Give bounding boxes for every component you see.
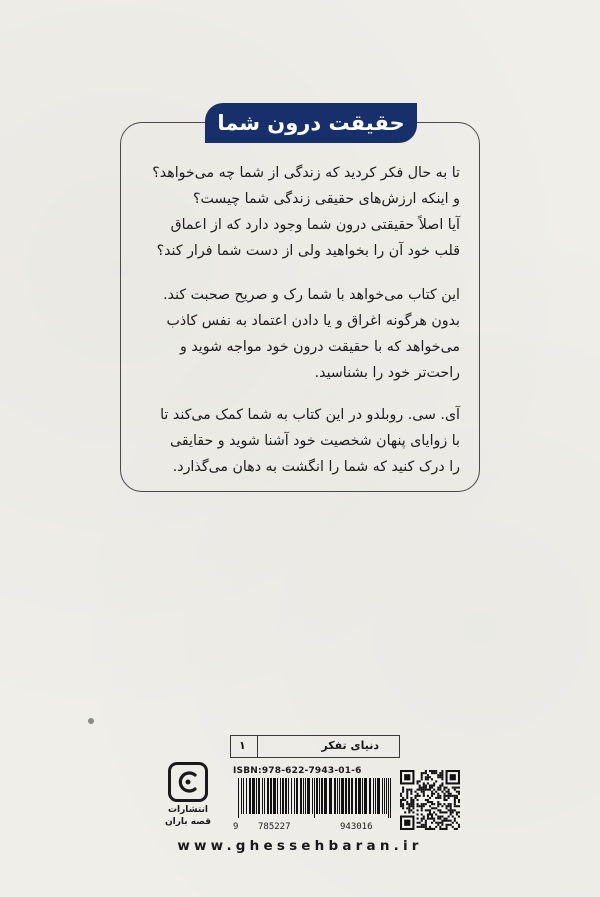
text-line: آیا اصلاً حقیقتی درون شما وجود دارد که از اعماق	[170, 217, 460, 233]
series-divider	[257, 736, 258, 757]
text-line: با زوایای پنهان شخصیت خود آشنا شوید و حقایقی	[170, 433, 460, 449]
barcode-icon	[232, 778, 397, 818]
text-line: قلب خود آن را بخواهید ولی از دست شما فرار کند؟	[156, 243, 460, 259]
blurb-paragraph-1	[138, 160, 460, 264]
qr-code-icon	[400, 770, 460, 830]
text-line: راحت‌تر خود را بشناسید.	[314, 365, 460, 381]
text-line: می‌خواهد که با حقیقت درون خود مواجه شوید و	[179, 339, 460, 355]
blurb-paragraph-3	[138, 402, 460, 480]
paper-speck	[88, 718, 94, 724]
text-line: را درک کنید که شما را انگشت به دهان می‌گذارد.	[172, 459, 460, 475]
series-number: ۱	[239, 739, 246, 752]
text-line: بدون هرگونه اغراق و یا دادن اعتماد به نفس کاذب	[166, 313, 460, 329]
book-title: حقیقت درون شما	[205, 103, 417, 143]
barcode-lead-digit: 9	[233, 822, 239, 832]
blurb-paragraph-2	[138, 282, 460, 386]
website-url: www.ghessehbaran.ir	[177, 838, 423, 854]
barcode-left-digits: 785227	[258, 822, 291, 832]
text-line: تا به حال فکر کردید که زندگی از شما چه می‌خواهد؟	[152, 165, 460, 181]
series-name: دنیای تفکر	[321, 739, 379, 752]
text-line: و اینکه ارزش‌های حقیقی زندگی شما چیست؟	[192, 191, 460, 207]
publisher-logo-icon	[168, 762, 208, 802]
series-box	[230, 735, 400, 758]
publisher-name: قصه باران	[164, 817, 212, 827]
text-line: این کتاب می‌خواهد با شما رک و صریح صحبت کند.	[163, 287, 460, 303]
isbn-label: ISBN:978-622-7943-01-6	[233, 766, 362, 776]
text-line: آی. سی. روبلدو در این کتاب به شما کمک می‌کند تا	[160, 407, 460, 423]
barcode-right-digits: 943016	[340, 822, 373, 832]
publisher-label: انتشارات	[168, 805, 208, 815]
